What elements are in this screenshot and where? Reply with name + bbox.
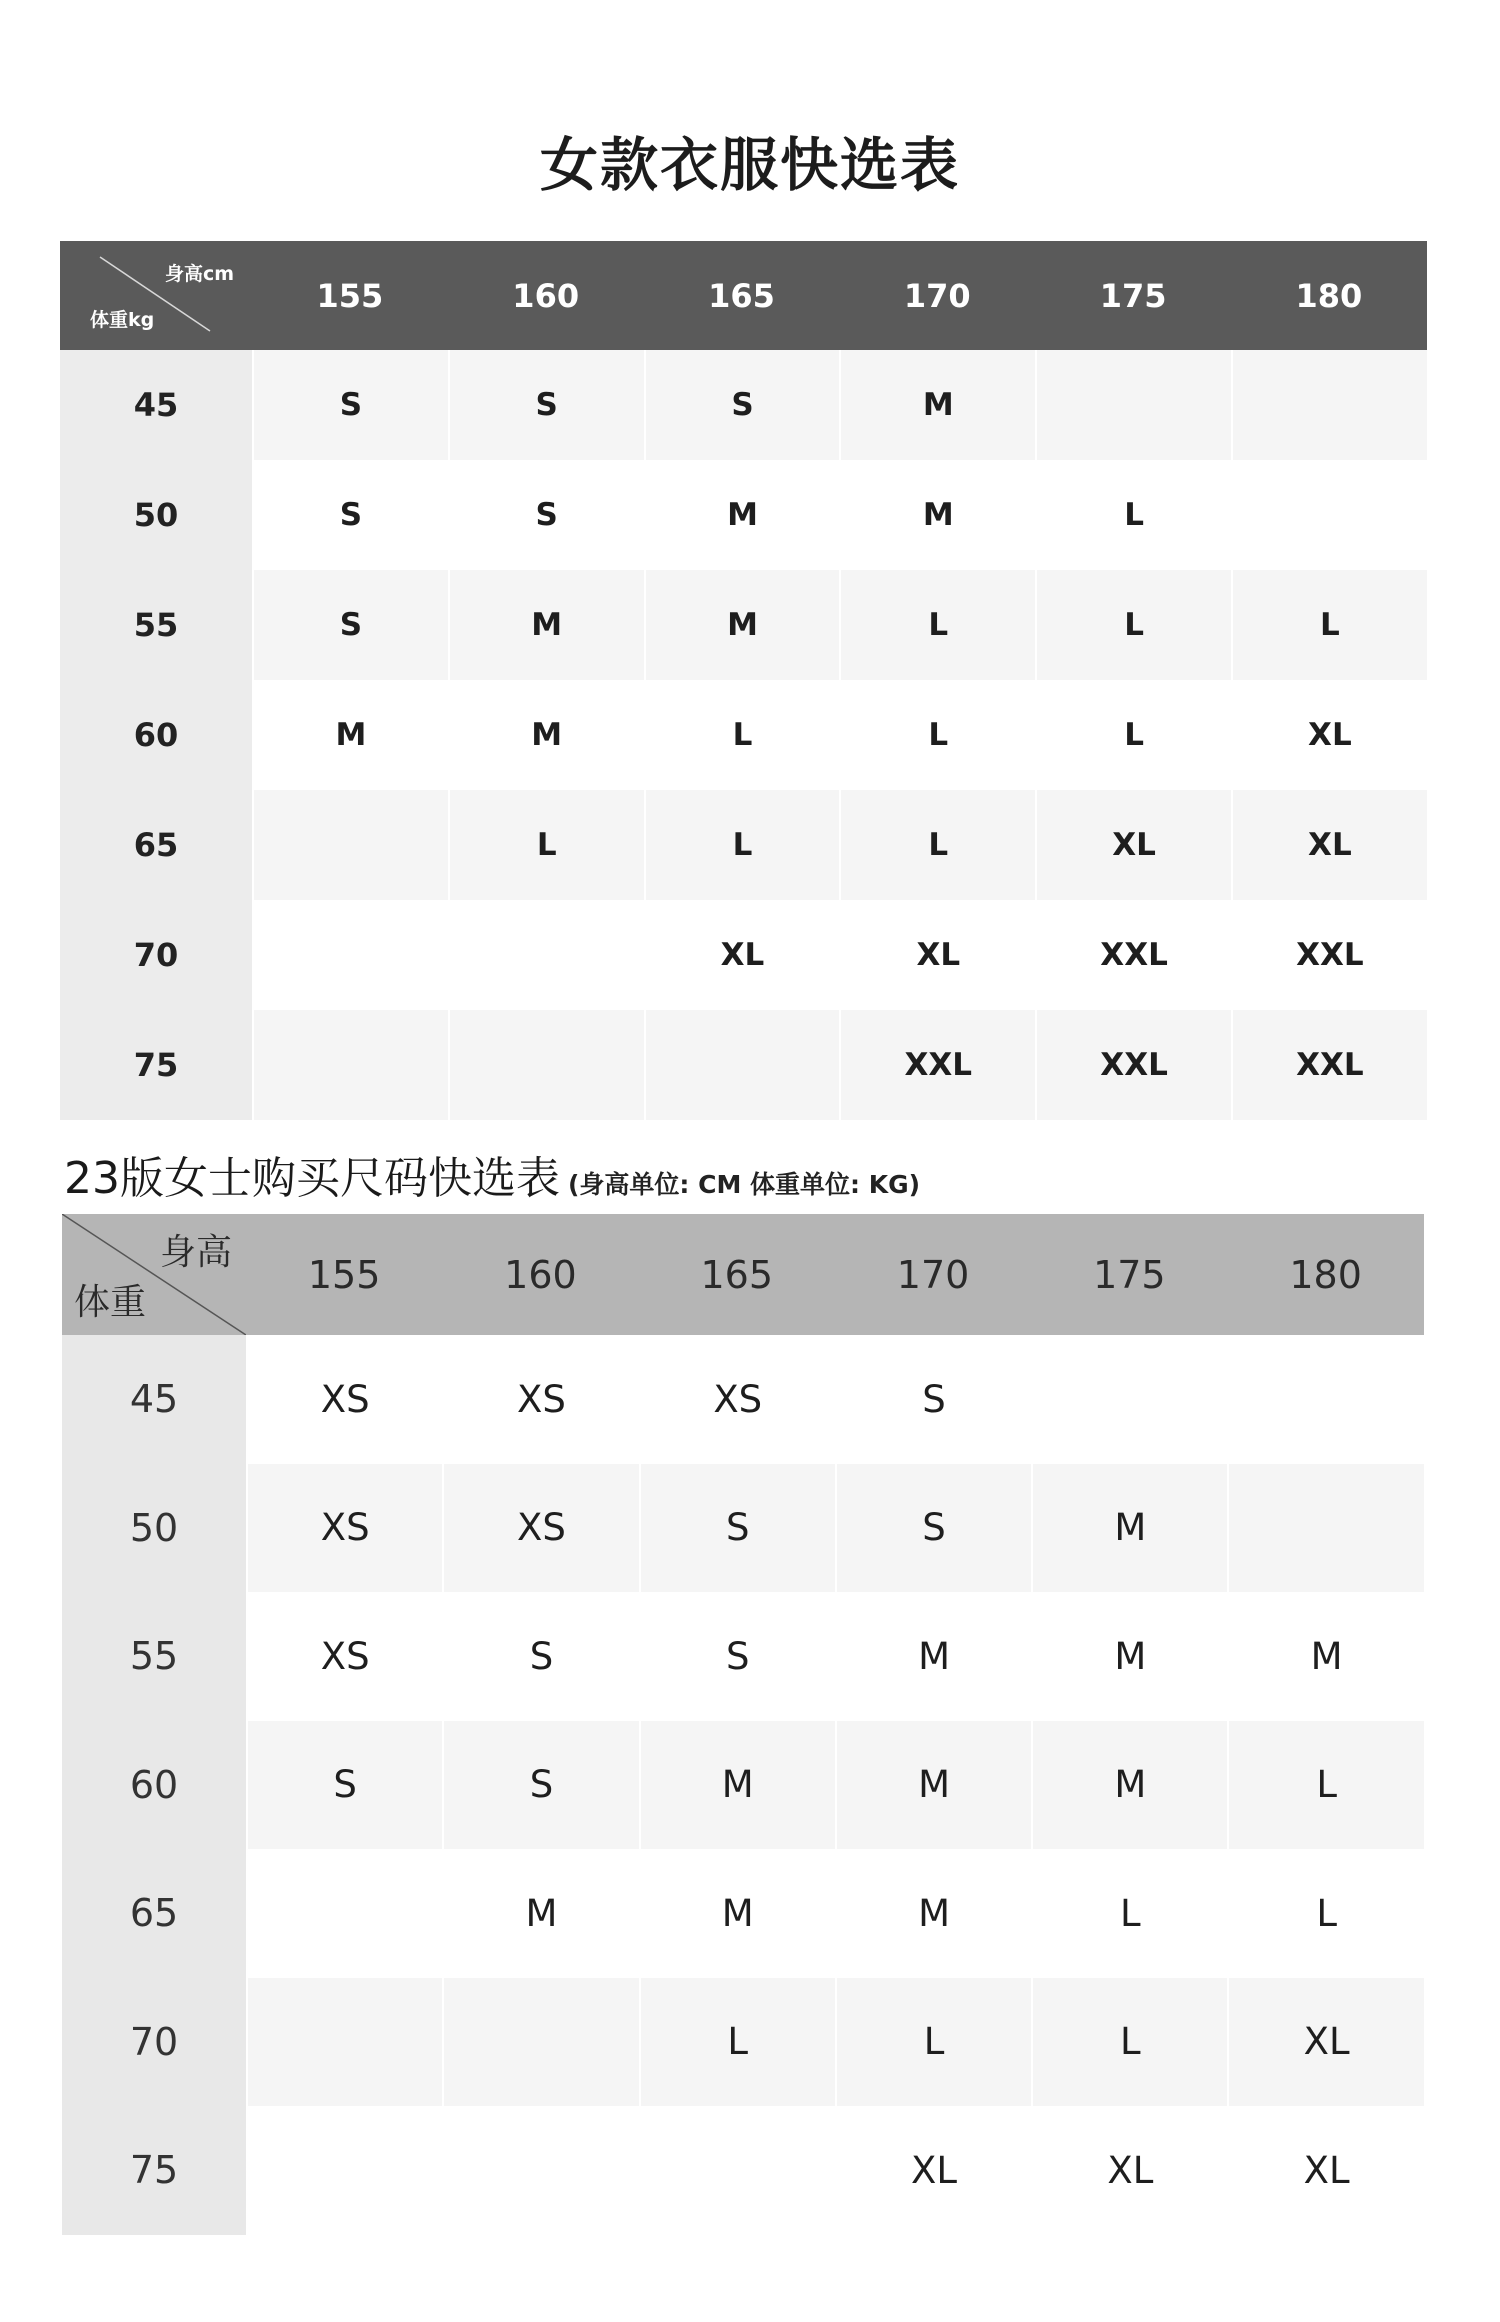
table1-size-cell: XL: [1233, 790, 1427, 900]
table1-body: [60, 350, 1427, 1120]
table1-size-cell: L: [841, 790, 1035, 900]
table1-weight-label: 50: [60, 460, 252, 570]
table1-size-cell: L: [450, 790, 644, 900]
table1-row: [60, 680, 1427, 790]
table1-weight-label: 45: [60, 350, 252, 460]
table2-size-cell: S: [641, 1464, 835, 1593]
table1-size-cell: L: [646, 680, 840, 790]
table2-size-cell: M: [837, 1721, 1031, 1850]
table1-size-cell: S: [254, 570, 448, 680]
table1-size-cell: XXL: [1037, 1010, 1231, 1120]
table1-corner-cell: [60, 241, 252, 350]
table2-size-cell: L: [1229, 1849, 1423, 1978]
table2-size-cell: S: [837, 1464, 1031, 1593]
table1-size-cell: L: [1233, 570, 1427, 680]
table1-size-cell: S: [254, 350, 448, 460]
table1-size-cell: S: [254, 460, 448, 570]
table2-size-cell: XS: [248, 1335, 442, 1464]
table1-size-cell: [1233, 350, 1427, 460]
chart2-title: 23版女士购买尺码快选表: [64, 1153, 560, 1204]
table2-size-cell: [1229, 1335, 1423, 1464]
table2-corner-cell: [62, 1214, 246, 1335]
table1-size-cell: S: [450, 460, 644, 570]
table2-weight-label: 45: [62, 1335, 246, 1464]
table2-body: [62, 1335, 1424, 2235]
table1-height-header: 170: [903, 276, 971, 315]
table1-weight-label: 60: [60, 680, 252, 790]
table1-size-cell: XXL: [1037, 900, 1231, 1010]
table1-size-cell: XL: [646, 900, 840, 1010]
table1-size-cell: S: [646, 350, 840, 460]
table1-row: [60, 350, 1427, 460]
chart2-title-line: [64, 1142, 920, 1206]
table1-size-cell: S: [450, 350, 644, 460]
table2-size-cell: XL: [1033, 2106, 1227, 2235]
table1-weight-axis-label: 体重kg: [90, 309, 155, 331]
table2-size-cell: M: [641, 1721, 835, 1850]
table1-size-cell: L: [1037, 680, 1231, 790]
table1-height-header: 180: [1295, 276, 1363, 315]
table1-row: [60, 900, 1427, 1010]
table2-size-cell: S: [444, 1721, 638, 1850]
table2-size-cell: L: [837, 1978, 1031, 2107]
size-chart-table-1: [60, 241, 1427, 1120]
table1-header-row: [60, 241, 1427, 350]
table1-size-cell: [254, 1010, 448, 1120]
table2-size-cell: S: [444, 1592, 638, 1721]
table2-header-row: [62, 1214, 1424, 1335]
table2-row: [62, 1721, 1424, 1850]
table1-size-cell: M: [841, 350, 1035, 460]
table2-size-cell: XS: [444, 1335, 638, 1464]
table2-size-cell: M: [837, 1849, 1031, 1978]
table1-row: [60, 460, 1427, 570]
table1-size-cell: L: [646, 790, 840, 900]
table1-size-cell: L: [1037, 570, 1231, 680]
table2-weight-label: 70: [62, 1978, 246, 2107]
table2-size-cell: [248, 1849, 442, 1978]
table1-size-cell: M: [646, 460, 840, 570]
table1-corner-diagonal: [60, 241, 252, 350]
table2-size-cell: L: [1033, 1849, 1227, 1978]
table1-size-cell: M: [450, 680, 644, 790]
table2-size-cell: XL: [837, 2106, 1031, 2235]
table2-size-cell: S: [248, 1721, 442, 1850]
table2-size-cell: XS: [248, 1592, 442, 1721]
table2-size-cell: XL: [1229, 2106, 1423, 2235]
table2-size-cell: [248, 2106, 442, 2235]
table1-size-cell: XL: [841, 900, 1035, 1010]
table1-weight-label: 55: [60, 570, 252, 680]
table2-size-cell: L: [1033, 1978, 1227, 2107]
table1-size-cell: [646, 1010, 840, 1120]
table2-size-cell: M: [444, 1849, 638, 1978]
table1-weight-label: 75: [60, 1010, 252, 1120]
table2-size-cell: M: [1033, 1721, 1227, 1850]
table2-row: [62, 1849, 1424, 1978]
table2-row: [62, 1592, 1424, 1721]
table1-size-cell: [1233, 460, 1427, 570]
table2-weight-label: 60: [62, 1721, 246, 1850]
chart1-title: 女款衣服快选表: [539, 131, 960, 199]
table2-size-cell: [1229, 1464, 1423, 1593]
table1-size-cell: XL: [1233, 680, 1427, 790]
table2-size-cell: [1033, 1335, 1227, 1464]
table1-height-header: 165: [708, 276, 775, 315]
table2-height-header: 160: [504, 1252, 577, 1297]
table1-height-header: 175: [1099, 276, 1167, 315]
table2-size-cell: M: [1033, 1592, 1227, 1721]
table2-row: [62, 1978, 1424, 2107]
table2-size-cell: [444, 2106, 638, 2235]
table1-size-cell: L: [1037, 460, 1231, 570]
table1-size-cell: XL: [1037, 790, 1231, 900]
table2-size-cell: [444, 1978, 638, 2107]
table2-size-cell: M: [1033, 1464, 1227, 1593]
table2-size-cell: M: [837, 1592, 1031, 1721]
table1-row: [60, 790, 1427, 900]
table2-weight-axis-label: 体重: [74, 1282, 147, 1323]
table1-weight-label: 65: [60, 790, 252, 900]
table2-height-header: 155: [307, 1252, 381, 1297]
table2-height-axis-label: 身高: [159, 1232, 232, 1273]
table2-height-header: 170: [896, 1252, 970, 1297]
table2-size-cell: L: [641, 1978, 835, 2107]
table2-size-cell: S: [641, 1592, 835, 1721]
table1-weight-label: 70: [60, 900, 252, 1010]
table1-size-cell: [1037, 350, 1231, 460]
table2-weight-label: 75: [62, 2106, 246, 2235]
chart2-unit-note: (身高单位: CM 体重单位: KG): [568, 1170, 921, 1199]
table2-size-cell: M: [1229, 1592, 1423, 1721]
table2-weight-label: 55: [62, 1592, 246, 1721]
table1-size-cell: XXL: [1233, 900, 1427, 1010]
table1-height-header: 160: [512, 276, 580, 315]
table1-size-cell: XXL: [841, 1010, 1035, 1120]
table2-height-header: 180: [1289, 1252, 1362, 1297]
table1-size-cell: M: [254, 680, 448, 790]
table2-size-cell: XL: [1229, 1978, 1423, 2107]
table1-size-cell: L: [841, 680, 1035, 790]
table1-row: [60, 1010, 1427, 1120]
table1-size-cell: [254, 900, 448, 1010]
table1-size-cell: M: [841, 460, 1035, 570]
table2-row: [62, 1335, 1424, 1464]
table1-size-cell: [450, 900, 644, 1010]
table1-height-header: 155: [316, 276, 384, 315]
table1-size-cell: M: [646, 570, 840, 680]
table1-size-cell: XXL: [1233, 1010, 1427, 1120]
table2-size-cell: [641, 2106, 835, 2235]
table2-height-header: 165: [700, 1252, 773, 1297]
table2-weight-label: 65: [62, 1849, 246, 1978]
size-chart-table-2: [62, 1214, 1424, 2235]
table2-weight-label: 50: [62, 1464, 246, 1593]
table2-row: [62, 1464, 1424, 1593]
table2-size-cell: XS: [248, 1464, 442, 1593]
table1-size-cell: L: [841, 570, 1035, 680]
table1-height-axis-label: 身高cm: [164, 263, 234, 285]
table1-size-cell: M: [450, 570, 644, 680]
table2-size-cell: [248, 1978, 442, 2107]
table1-row: [60, 570, 1427, 680]
table2-height-header: 175: [1093, 1252, 1166, 1297]
table2-size-cell: L: [1229, 1721, 1423, 1850]
table1-size-cell: [254, 790, 448, 900]
table2-size-cell: M: [641, 1849, 835, 1978]
table1-size-cell: [450, 1010, 644, 1120]
table2-size-cell: S: [837, 1335, 1031, 1464]
table2-row: [62, 2106, 1424, 2235]
table2-size-cell: XS: [641, 1335, 835, 1464]
table2-size-cell: XS: [444, 1464, 638, 1593]
